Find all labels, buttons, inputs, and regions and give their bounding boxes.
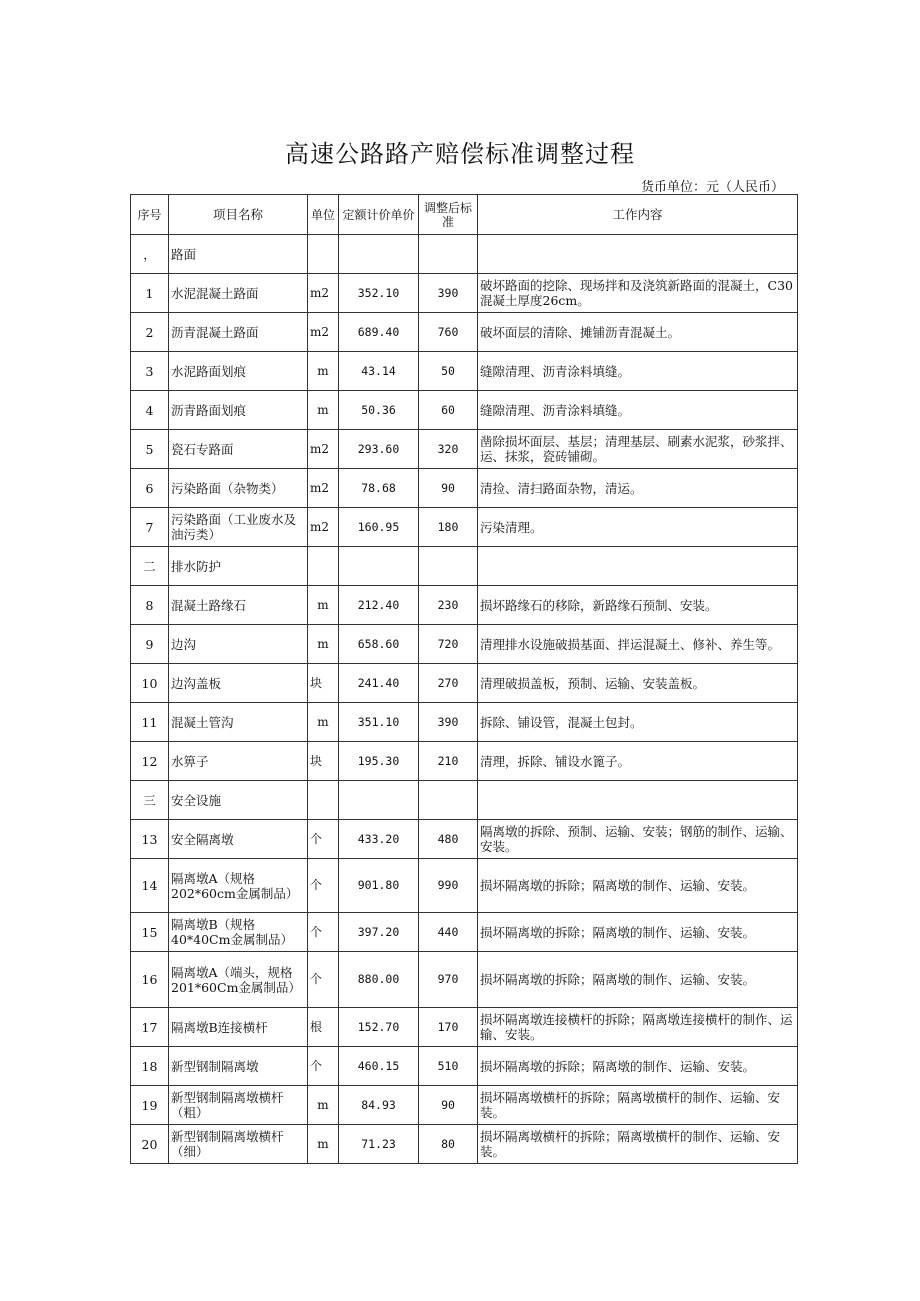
table-row <box>131 820 798 859</box>
row-no: 11 <box>131 703 169 742</box>
row-name: 隔离墩B（规格40*40Cm金属制品） <box>169 913 308 952</box>
row-unit: m2 <box>308 313 339 352</box>
row-no: 10 <box>131 664 169 703</box>
row-no: 14 <box>131 859 169 913</box>
row-quota-price: 152.70 <box>339 1008 419 1047</box>
row-adjusted: 760 <box>419 313 478 352</box>
table-header-row <box>131 195 798 235</box>
row-work: 损坏隔离墩横杆的拆除；隔离墩横杆的制作、运输、安装。 <box>478 1086 798 1125</box>
row-unit: m <box>308 586 339 625</box>
table-row <box>131 352 798 391</box>
row-name: 沥青混凝土路面 <box>169 313 308 352</box>
row-name: 边沟盖板 <box>169 664 308 703</box>
compensation-table <box>130 194 798 1164</box>
header-adjusted: 调整后标准 <box>419 195 478 235</box>
row-work: 缝隙清理、沥青涂料填缝。 <box>478 352 798 391</box>
row-adjusted: 990 <box>419 859 478 913</box>
row-name: 混凝土管沟 <box>169 703 308 742</box>
row-name: 混凝土路缘石 <box>169 586 308 625</box>
row-work: 清理破损盖板，预制、运输、安装盖板。 <box>478 664 798 703</box>
row-work: 拆除、铺设管，混凝土包封。 <box>478 703 798 742</box>
section-row <box>131 547 798 586</box>
row-no: 12 <box>131 742 169 781</box>
section-unit <box>308 235 339 274</box>
row-work: 损坏隔离墩连接横杆的拆除；隔离墩连接横杆的制作、运输、安装。 <box>478 1008 798 1047</box>
table-row <box>131 952 798 1008</box>
row-work: 损坏路缘石的移除，新路缘石预制、安装。 <box>478 586 798 625</box>
row-adjusted: 210 <box>419 742 478 781</box>
section-adjusted <box>419 547 478 586</box>
table-body <box>131 235 798 1164</box>
row-unit: m <box>308 1086 339 1125</box>
row-unit: m <box>308 625 339 664</box>
row-adjusted: 170 <box>419 1008 478 1047</box>
section-no: ， <box>131 235 169 274</box>
row-name: 隔离墩A（规格202*60cm金属制品） <box>169 859 308 913</box>
table-row <box>131 430 798 469</box>
row-no: 15 <box>131 913 169 952</box>
table-row <box>131 1086 798 1125</box>
row-quota-price: 880.00 <box>339 952 419 1008</box>
row-work: 破坏路面的挖除、现场拌和及浇筑新路面的混凝土，C30混凝土厚度26cm。 <box>478 274 798 313</box>
row-quota-price: 84.93 <box>339 1086 419 1125</box>
row-work: 损坏隔离墩横杆的拆除；隔离墩横杆的制作、运输、安装。 <box>478 1125 798 1164</box>
row-adjusted: 90 <box>419 469 478 508</box>
row-no: 4 <box>131 391 169 430</box>
section-no: 二 <box>131 547 169 586</box>
section-price <box>339 781 419 820</box>
header-unit: 单位 <box>308 195 339 235</box>
row-name: 新型钢制隔离墩 <box>169 1047 308 1086</box>
row-no: 7 <box>131 508 169 547</box>
row-work: 清捡、清扫路面杂物，清运。 <box>478 469 798 508</box>
table-row <box>131 913 798 952</box>
section-price <box>339 235 419 274</box>
table-row <box>131 1125 798 1164</box>
row-work: 隔离墩的拆除、预制、运输、安装；钢筋的制作、运输、安装。 <box>478 820 798 859</box>
row-quota-price: 50.36 <box>339 391 419 430</box>
page-title: 高速公路路产赔偿标准调整过程 <box>285 140 635 168</box>
row-unit: 个 <box>308 859 339 913</box>
currency-note: 货币单位：元（人民币） <box>640 180 784 195</box>
section-name: 路面 <box>169 235 308 274</box>
section-unit <box>308 781 339 820</box>
row-adjusted: 50 <box>419 352 478 391</box>
row-name: 新型钢制隔离墩横杆（细） <box>169 1125 308 1164</box>
row-unit: m <box>308 352 339 391</box>
row-quota-price: 212.40 <box>339 586 419 625</box>
row-name: 瓷石专路面 <box>169 430 308 469</box>
row-unit: 个 <box>308 1047 339 1086</box>
row-work: 缝隙清理、沥青涂料填缝。 <box>478 391 798 430</box>
header-no: 序号 <box>131 195 169 235</box>
row-no: 19 <box>131 1086 169 1125</box>
row-adjusted: 720 <box>419 625 478 664</box>
row-unit: m <box>308 391 339 430</box>
header-work: 工作内容 <box>478 195 798 235</box>
row-quota-price: 195.30 <box>339 742 419 781</box>
row-no: 20 <box>131 1125 169 1164</box>
row-name: 新型钢制隔离墩横杆（粗） <box>169 1086 308 1125</box>
row-name: 沥青路面划痕 <box>169 391 308 430</box>
table-row <box>131 391 798 430</box>
section-work <box>478 235 798 274</box>
section-work <box>478 781 798 820</box>
table-row <box>131 586 798 625</box>
row-work: 损坏隔离墩的拆除；隔离墩的制作、运输、安装。 <box>478 952 798 1008</box>
section-name: 安全设施 <box>169 781 308 820</box>
row-work: 破坏面层的清除、摊铺沥青混凝土。 <box>478 313 798 352</box>
row-work: 污染清理。 <box>478 508 798 547</box>
row-quota-price: 241.40 <box>339 664 419 703</box>
row-adjusted: 60 <box>419 391 478 430</box>
row-adjusted: 390 <box>419 274 478 313</box>
row-unit: 块 <box>308 742 339 781</box>
row-no: 13 <box>131 820 169 859</box>
row-unit: 根 <box>308 1008 339 1047</box>
row-adjusted: 480 <box>419 820 478 859</box>
row-no: 5 <box>131 430 169 469</box>
row-quota-price: 901.80 <box>339 859 419 913</box>
row-no: 1 <box>131 274 169 313</box>
row-adjusted: 90 <box>419 1086 478 1125</box>
row-adjusted: 510 <box>419 1047 478 1086</box>
row-no: 9 <box>131 625 169 664</box>
row-quota-price: 293.60 <box>339 430 419 469</box>
row-adjusted: 270 <box>419 664 478 703</box>
section-price <box>339 547 419 586</box>
row-work: 损坏隔离墩的拆除；隔离墩的制作、运输、安装。 <box>478 859 798 913</box>
row-adjusted: 440 <box>419 913 478 952</box>
row-quota-price: 397.20 <box>339 913 419 952</box>
row-quota-price: 43.14 <box>339 352 419 391</box>
section-adjusted <box>419 781 478 820</box>
row-unit: m <box>308 703 339 742</box>
row-unit: m <box>308 1125 339 1164</box>
row-no: 3 <box>131 352 169 391</box>
row-quota-price: 71.23 <box>339 1125 419 1164</box>
section-row <box>131 235 798 274</box>
section-work <box>478 547 798 586</box>
row-work: 清理排水设施破损基面、拌运混凝土、修补、养生等。 <box>478 625 798 664</box>
row-no: 17 <box>131 1008 169 1047</box>
table-row <box>131 742 798 781</box>
row-unit: 个 <box>308 952 339 1008</box>
row-quota-price: 351.10 <box>339 703 419 742</box>
row-unit: 块 <box>308 664 339 703</box>
row-quota-price: 658.60 <box>339 625 419 664</box>
table-row <box>131 703 798 742</box>
header-quota-price: 定额计价单价 <box>339 195 419 235</box>
header-name: 项目名称 <box>169 195 308 235</box>
row-name: 隔离墩A（端头，规格201*60Cm金属制品） <box>169 952 308 1008</box>
row-name: 水泥路面划痕 <box>169 352 308 391</box>
table-row <box>131 664 798 703</box>
row-unit: m2 <box>308 469 339 508</box>
row-adjusted: 320 <box>419 430 478 469</box>
table-row <box>131 1047 798 1086</box>
row-no: 18 <box>131 1047 169 1086</box>
row-name: 隔离墩B连接横杆 <box>169 1008 308 1047</box>
row-unit: m2 <box>308 508 339 547</box>
row-quota-price: 78.68 <box>339 469 419 508</box>
row-no: 16 <box>131 952 169 1008</box>
row-name: 水箅子 <box>169 742 308 781</box>
row-adjusted: 390 <box>419 703 478 742</box>
row-unit: 个 <box>308 913 339 952</box>
section-row <box>131 781 798 820</box>
section-no: 三 <box>131 781 169 820</box>
table-row <box>131 508 798 547</box>
row-quota-price: 352.10 <box>339 274 419 313</box>
row-adjusted: 80 <box>419 1125 478 1164</box>
table-row <box>131 469 798 508</box>
section-name: 排水防护 <box>169 547 308 586</box>
row-adjusted: 970 <box>419 952 478 1008</box>
row-work: 损坏隔离墩的拆除；隔离墩的制作、运输、安装。 <box>478 913 798 952</box>
row-no: 6 <box>131 469 169 508</box>
row-work: 损坏隔离墩的拆除；隔离墩的制作、运输、安装。 <box>478 1047 798 1086</box>
table-row <box>131 1008 798 1047</box>
row-name: 污染路面（杂物类） <box>169 469 308 508</box>
table-row <box>131 274 798 313</box>
row-quota-price: 460.15 <box>339 1047 419 1086</box>
row-no: 2 <box>131 313 169 352</box>
table-row <box>131 859 798 913</box>
section-adjusted <box>419 235 478 274</box>
row-unit: m2 <box>308 430 339 469</box>
row-name: 边沟 <box>169 625 308 664</box>
row-quota-price: 160.95 <box>339 508 419 547</box>
row-unit: m2 <box>308 274 339 313</box>
row-name: 安全隔离墩 <box>169 820 308 859</box>
table-row <box>131 313 798 352</box>
row-name: 水泥混凝土路面 <box>169 274 308 313</box>
row-name: 污染路面（工业废水及油污类） <box>169 508 308 547</box>
row-work: 清理，拆除、铺设水篦子。 <box>478 742 798 781</box>
row-quota-price: 689.40 <box>339 313 419 352</box>
section-unit <box>308 547 339 586</box>
row-adjusted: 180 <box>419 508 478 547</box>
row-adjusted: 230 <box>419 586 478 625</box>
table-row <box>131 625 798 664</box>
row-work: 凿除损坏面层、基层；清理基层、刷素水泥浆，砂浆拌、运、抹浆，瓷砖铺砌。 <box>478 430 798 469</box>
row-quota-price: 433.20 <box>339 820 419 859</box>
row-no: 8 <box>131 586 169 625</box>
row-unit: 个 <box>308 820 339 859</box>
